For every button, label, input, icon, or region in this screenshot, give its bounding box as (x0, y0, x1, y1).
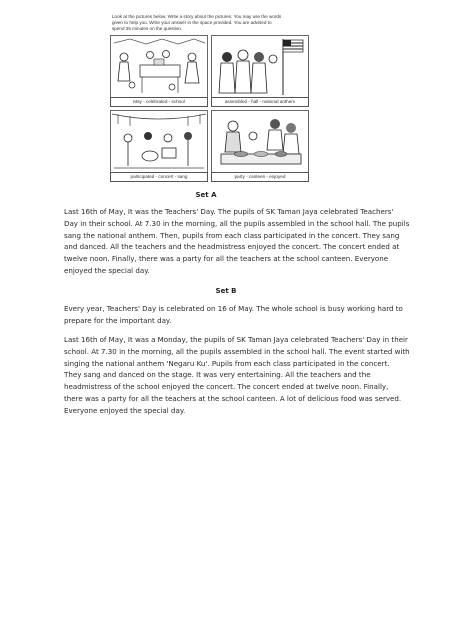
instruction-line: Look at the pictures below. Write a story about the pictures. You may use the words (112, 14, 282, 19)
set-b-title: Set B (215, 287, 237, 295)
text-line: Day in their school. At 7.30 in the morning, all the pupils assembled in the school hall. The pupils (64, 218, 410, 228)
text-line: headmistress of the school enjoyed the concert. The concert ended at twelve noon. Finally, (64, 382, 389, 392)
text-line: singing the national anthem 'Negaru Ku'. Pupils from each class participated in the concert. (64, 358, 390, 368)
picture-panel (211, 35, 309, 107)
text-line: there was a party for all the teachers at the school canteen. A lot of delicious food was served. (64, 393, 402, 403)
instruction-line: given to help you. Write your answer in the space provided. You are advised to (112, 20, 272, 25)
set-a-paragraph (64, 206, 410, 277)
canteen-party-illustration (211, 110, 309, 174)
panel-caption: May - celebrated - school (110, 97, 208, 107)
classroom-celebration-illustration (110, 35, 208, 99)
text-line: Last 16th of May, It was a Monday, the pupils of SK Taman Jaya celebrated Teachers' Day in their (64, 335, 408, 344)
text-line: and danced. All the teachers and the headmistress enjoyed the concert. The concert ended at (64, 242, 400, 252)
set-b-intro-paragraph (64, 303, 403, 327)
worksheet-instructions (112, 14, 302, 32)
picture-grid (110, 35, 310, 183)
set-b-story-paragraph (64, 334, 410, 417)
text-line: school. At 7.30 in the morning, all the pupils assembled in the school hall. The event started with (64, 346, 410, 356)
text-line: prepare for the important day. (64, 315, 172, 325)
picture-panel (211, 110, 309, 182)
text-line: Every year, Teachers' Day is celebrated on 16 of May. The whole school is busy working hard to (64, 304, 403, 313)
panel-caption: participated - concert - sang (110, 172, 208, 182)
text-line: Everyone enjoyed the special day. (64, 405, 186, 415)
worksheet-image (110, 14, 310, 186)
panel-caption: party - canteen - enjoyed (211, 172, 309, 182)
text-line: twelve noon. Finally, there was a party for all the teachers at the school canteen. Everyone (64, 254, 389, 264)
text-line: Last 16th of May, It was the Teachers' Day. The pupils of SK Taman Jaya celebrated Teachers' (64, 207, 394, 216)
instruction-line: spend 35 minutes on the question. (112, 26, 183, 31)
assembly-flag-illustration (211, 35, 309, 99)
concert-band-illustration (110, 110, 208, 174)
set-a-title: Set A (195, 191, 217, 199)
picture-panel (110, 35, 208, 107)
text-line: sang the national anthem. Then, pupils from each class participated in the concert. They sang (64, 230, 400, 240)
picture-panel (110, 110, 208, 182)
text-line: They sang and danced on the stage. It was very entertaining. All the teachers and the (64, 370, 371, 380)
panel-caption: assembled - hall - national anthem (211, 97, 309, 107)
text-line: enjoyed the special day. (64, 265, 150, 275)
